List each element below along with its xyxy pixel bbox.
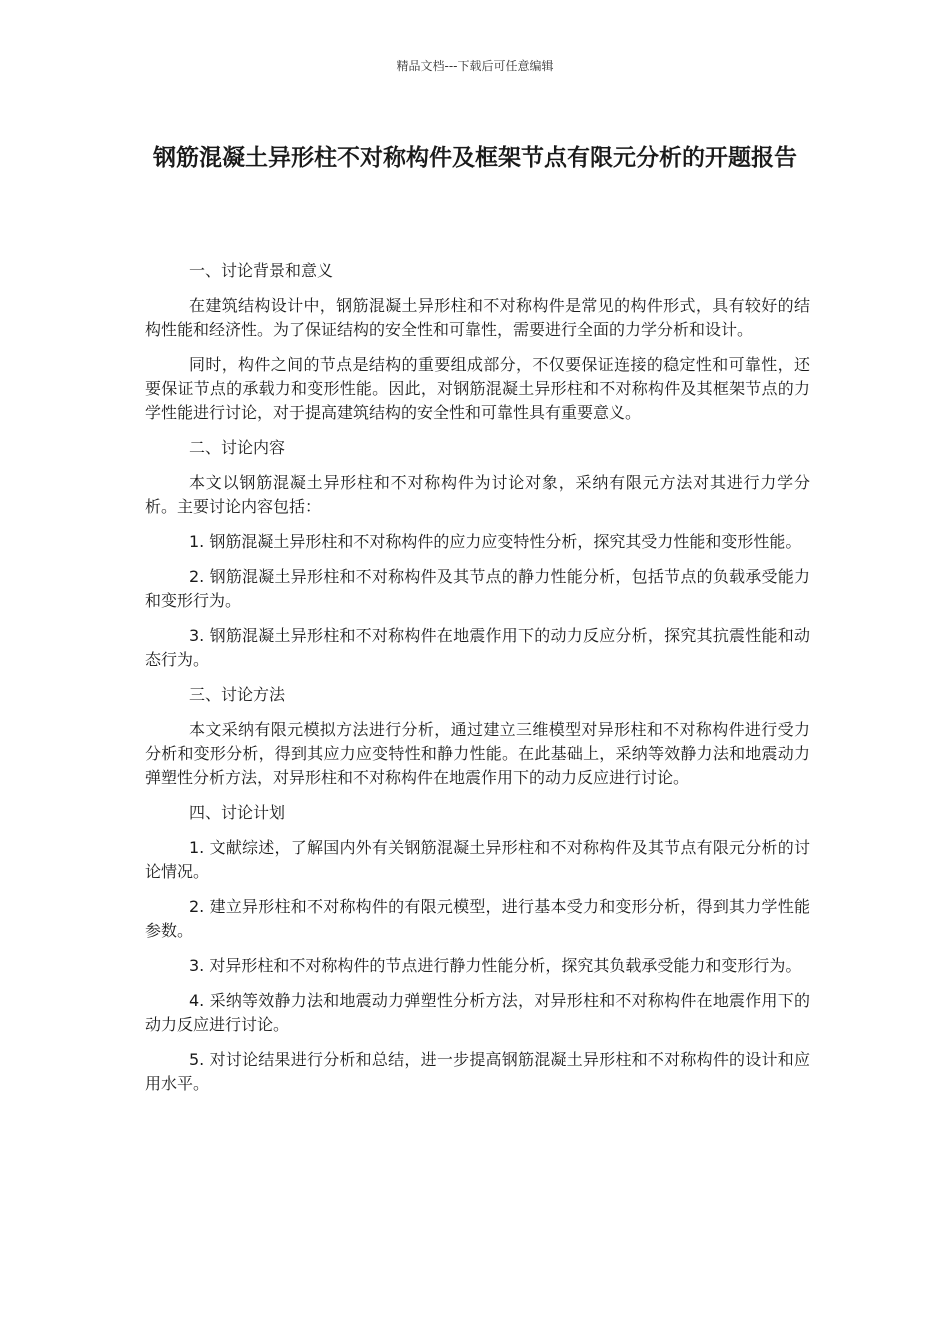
list-item-plan-3: 3. 对异形柱和不对称构件的节点进行静力性能分析，探究其负载承受能力和变形行为。 [189,956,802,975]
paragraph-content-intro: 本文以钢筋混凝土异形柱和不对称构件为讨论对象，采纳有限元方法对其进行力学分析。主要讨论内容包括： [145,473,810,516]
list-item-plan-2: 2. 建立异形柱和不对称构件的有限元模型，进行基本受力和变形分析，得到其力学性能参数。 [145,897,810,940]
document-body [145,259,810,1107]
list-item-plan-1: 1. 文献综述，了解国内外有关钢筋混凝土异形柱和不对称构件及其节点有限元分析的讨论情况。 [145,838,810,881]
section-heading-content: 二、讨论内容 [189,438,286,457]
paragraph-background-1: 在建筑结构设计中，钢筋混凝土异形柱和不对称构件是常见的构件形式，具有较好的结构性能和经济性。为了保证结构的安全性和可靠性，需要进行全面的力学分析和设计。 [145,296,810,339]
section-heading-background: 一、讨论背景和意义 [189,261,334,280]
list-item-content-3: 3. 钢筋混凝土异形柱和不对称构件在地震作用下的动力反应分析，探究其抗震性能和动态行为。 [145,626,810,669]
paragraph-method: 本文采纳有限元模拟方法进行分析，通过建立三维模型对异形柱和不对称构件进行受力分析和变形分析，得到其应力应变特性和静力性能。在此基础上，采纳等效静力法和地震动力弹塑性分析方法，对异形柱和不对称构件在地震作用下的动力反应进行讨论。 [145,720,810,787]
header-note: 精品文档---下载后可任意编辑 [396,59,554,73]
list-item-plan-4: 4. 采纳等效静力法和地震动力弹塑性分析方法，对异形柱和不对称构件在地震作用下的动力反应进行讨论。 [145,991,810,1034]
list-item-content-1: 1. 钢筋混凝土异形柱和不对称构件的应力应变特性分析，探究其受力性能和变形性能。 [189,532,802,551]
list-item-content-2: 2. 钢筋混凝土异形柱和不对称构件及其节点的静力性能分析，包括节点的负载承受能力和变形行为。 [145,567,810,610]
document-title: 钢筋混凝土异形柱不对称构件及框架节点有限元分析的开题报告 [153,145,797,171]
section-heading-method: 三、讨论方法 [189,685,286,704]
list-item-plan-5: 5. 对讨论结果进行分析和总结，进一步提高钢筋混凝土异形柱和不对称构件的设计和应用水平。 [145,1050,810,1093]
paragraph-background-2: 同时，构件之间的节点是结构的重要组成部分，不仅要保证连接的稳定性和可靠性，还要保证节点的承载力和变形性能。因此，对钢筋混凝土异形柱和不对称构件及其框架节点的力学性能进行讨论，对于提高建筑结构的安全性和可靠性具有重要意义。 [145,355,810,422]
section-heading-plan: 四、讨论计划 [189,803,286,822]
